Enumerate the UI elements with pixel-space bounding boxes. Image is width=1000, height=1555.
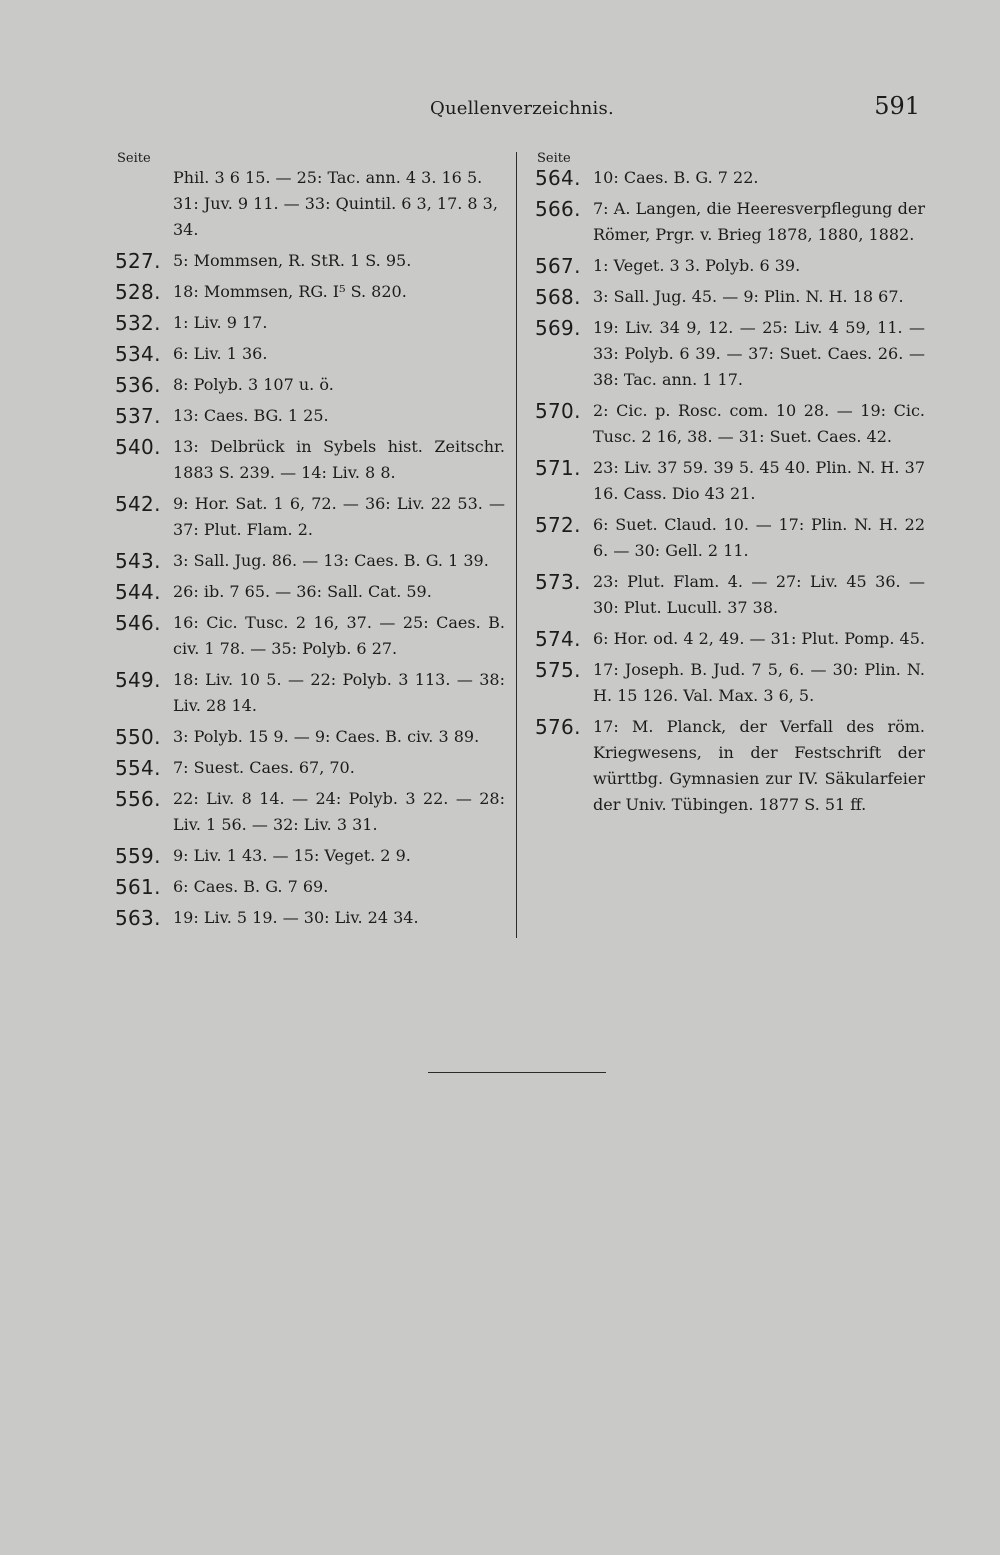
page-ref-number: 573. [535, 570, 581, 594]
source-citation: 10: Caes. B. G. 7 22. [593, 168, 759, 187]
list-item [115, 310, 505, 336]
right-entries [535, 155, 925, 818]
page-ref-number: 540. [115, 435, 161, 459]
source-citation: 9: Liv. 1 43. — 15: Veget. 2 9. [173, 846, 411, 865]
source-citation: 1: Veget. 3 3. Polyb. 6 39. [593, 256, 801, 275]
source-citation: 6: Caes. B. G. 7 69. [173, 877, 329, 896]
page-ref-number: 576. [535, 715, 581, 739]
list-item [115, 434, 505, 486]
page-ref-number: 532. [115, 311, 161, 335]
source-citation: 3: Sall. Jug. 86. — 13: Caes. B. G. 1 39. [173, 551, 489, 570]
source-citation: 22: Liv. 8 14. — 24: Polyb. 3 22. — 28: Liv. 1 56. — 32: Liv. 3 31. [173, 789, 505, 834]
list-item [535, 315, 925, 393]
column-divider [516, 152, 517, 938]
list-item [115, 341, 505, 367]
page-number: 591 [874, 92, 920, 120]
page-ref-number: 569. [535, 316, 581, 340]
source-citation: 23: Plut. Flam. 4. — 27: Liv. 45 36. — 30: Plut. Lucull. 37 38. [593, 572, 925, 617]
page-ref-number: 550. [115, 725, 161, 749]
source-citation: 13: Delbrück in Sybels hist. Zeitschr. 1883 S. 239. — 14: Liv. 8 8. [173, 437, 505, 482]
list-item [115, 874, 505, 900]
page-ref-number: 567. [535, 254, 581, 278]
source-citation: 7: A. Langen, die Heeresverpflegung der Römer, Prgr. v. Brieg 1878, 1880, 1882. [593, 199, 925, 244]
page-ref-number: 556. [115, 787, 161, 811]
list-item [115, 843, 505, 869]
right-column [535, 151, 925, 823]
running-title: Quellenverzeichnis. [430, 98, 614, 119]
list-item [115, 724, 505, 750]
page-ref-number: 574. [535, 627, 581, 651]
list-item [115, 372, 505, 398]
source-citation: 8: Polyb. 3 107 u. ö. [173, 375, 334, 394]
page-ref-number: 527. [115, 249, 161, 273]
page-ref-number: 546. [115, 611, 161, 635]
source-citation: 6: Liv. 1 36. [173, 344, 268, 363]
page-ref-number: 536. [115, 373, 161, 397]
source-citation: 6: Suet. Claud. 10. — 17: Plin. N. H. 22 6. — 30: Gell. 2 11. [593, 515, 925, 560]
source-citation: 1: Liv. 9 17. [173, 313, 268, 332]
list-item [535, 455, 925, 507]
page-ref-number: 537. [115, 404, 161, 428]
page-ref-number: 566. [535, 197, 581, 221]
list-item [115, 403, 505, 429]
source-citation: 23: Liv. 37 59. 39 5. 45 40. Plin. N. H. 37 16. Cass. Dio 43 21. [593, 458, 925, 503]
source-citation: 6: Hor. od. 4 2, 49. — 31: Plut. Pomp. 45. [593, 629, 925, 648]
continuation-text: Phil. 3 6 15. — 25: Tac. ann. 4 3. 16 5. 31: Juv. 9 11. — 33: Quintil. 6 3, 17. 8 3, 34. [173, 168, 498, 239]
source-citation: 2: Cic. p. Rosc. com. 10 28. — 19: Cic. Tusc. 2 16, 38. — 31: Suet. Caes. 42. [593, 401, 925, 446]
list-item [115, 491, 505, 543]
seite-label-left: Seite [117, 151, 151, 166]
source-citation: 19: Liv. 5 19. — 30: Liv. 24 34. [173, 908, 419, 927]
page-ref-number: 528. [115, 280, 161, 304]
list-item [535, 714, 925, 818]
source-citation: 13: Caes. BG. 1 25. [173, 406, 329, 425]
list-item [535, 657, 925, 709]
source-citation: 3: Sall. Jug. 45. — 9: Plin. N. H. 18 67. [593, 287, 904, 306]
source-citation: 18: Mommsen, RG. I⁵ S. 820. [173, 282, 407, 301]
page-ref-number: 571. [535, 456, 581, 480]
end-rule [428, 1072, 606, 1073]
list-item [535, 196, 925, 248]
left-column [115, 151, 505, 936]
source-citation: 26: ib. 7 65. — 36: Sall. Cat. 59. [173, 582, 432, 601]
page-ref-number: 543. [115, 549, 161, 573]
page-ref-number: 572. [535, 513, 581, 537]
list-item [115, 548, 505, 574]
list-item [115, 579, 505, 605]
seite-label-right: Seite [537, 151, 571, 166]
page-ref-number: 575. [535, 658, 581, 682]
source-citation: 5: Mommsen, R. StR. 1 S. 95. [173, 251, 412, 270]
list-item [115, 786, 505, 838]
page-ref-number: 563. [115, 906, 161, 930]
source-citation: 3: Polyb. 15 9. — 9: Caes. B. civ. 3 89. [173, 727, 480, 746]
list-item [115, 248, 505, 274]
list-item [115, 755, 505, 781]
source-citation: 9: Hor. Sat. 1 6, 72. — 36: Liv. 22 53. — 37: Plut. Flam. 2. [173, 494, 505, 539]
list-item [115, 905, 505, 931]
list-item [535, 253, 925, 279]
source-citation: 16: Cic. Tusc. 2 16, 37. — 25: Caes. B. civ. 1 78. — 35: Polyb. 6 27. [173, 613, 505, 658]
left-entries [115, 155, 505, 931]
page-ref-number: 549. [115, 668, 161, 692]
page-ref-number: 542. [115, 492, 161, 516]
source-citation: 17: M. Planck, der Verfall des röm. Kriegwesens, in der Festschrift der württbg. Gymnasien zur IV. Säkularfeier der Univ. Tübingen. 1877 S. 51 ff. [593, 717, 925, 814]
source-citation: 18: Liv. 10 5. — 22: Polyb. 3 113. — 38: Liv. 28 14. [173, 670, 505, 715]
source-citation: 19: Liv. 34 9, 12. — 25: Liv. 4 59, 11. — 33: Polyb. 6 39. — 37: Suet. Caes. 26. — 38: Tac. ann. 1 17. [593, 318, 925, 389]
source-citation: 17: Joseph. B. Jud. 7 5, 6. — 30: Plin. N. H. 15 126. Val. Max. 3 6, 5. [593, 660, 925, 705]
list-item [535, 626, 925, 652]
list-item [115, 610, 505, 662]
page-ref-number: 568. [535, 285, 581, 309]
page-ref-number: 559. [115, 844, 161, 868]
page-ref-number: 534. [115, 342, 161, 366]
page-header [0, 92, 1000, 128]
page-ref-number: 570. [535, 399, 581, 423]
list-item [115, 667, 505, 719]
list-item [535, 569, 925, 621]
list-item [115, 279, 505, 305]
page-ref-number: 554. [115, 756, 161, 780]
list-item [535, 165, 925, 191]
list-item [535, 284, 925, 310]
list-item [535, 398, 925, 450]
source-citation: 7: Suest. Caes. 67, 70. [173, 758, 355, 777]
page-ref-number: 544. [115, 580, 161, 604]
page-ref-number: 564. [535, 166, 581, 190]
list-item [535, 512, 925, 564]
page-ref-number: 561. [115, 875, 161, 899]
